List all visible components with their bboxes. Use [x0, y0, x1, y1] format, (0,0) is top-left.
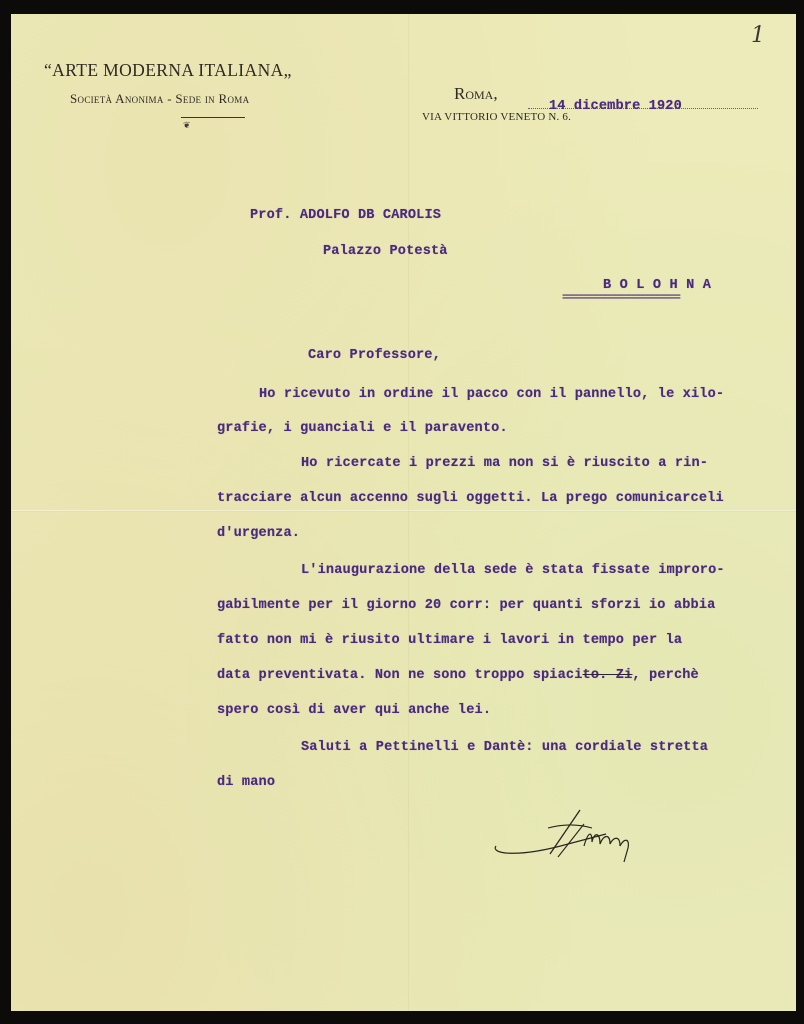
body-line-8: fatto non mi è riusito ultimare i lavori in tempo per la	[217, 633, 683, 648]
handwritten-signature	[488, 802, 658, 872]
body-line-3: Ho ricercate i prezzi ma non si è riuscito a rin-	[301, 456, 709, 471]
body-line-9-end: , perchè	[632, 668, 699, 683]
vertical-crease	[408, 14, 409, 1011]
letterhead-address: VIA VITTORIO VENETO N. 6.	[422, 111, 572, 123]
fleuron-ornament-icon: ❦	[183, 121, 191, 131]
body-line-10: spero così di aver qui anche lei.	[217, 703, 492, 718]
letterhead-subtitle: Società Anonima - Sede in Roma	[70, 91, 250, 106]
recipient-city: B O L O H N A	[603, 278, 711, 293]
salutation: Caro Professore,	[308, 348, 441, 363]
recipient-name: Prof. ADOLFO DB CAROLIS	[250, 208, 442, 223]
body-line-9	[217, 668, 699, 683]
letter-sheet	[11, 14, 796, 1011]
closing-line: Saluti a Pettinelli e Dantè: una cordiale stretta	[301, 740, 709, 755]
fold-line	[11, 510, 796, 512]
body-line-7: gabilmente per il giorno 20 corr: per quanti sforzi io abbia	[217, 598, 716, 613]
body-line-5: d'urgenza.	[217, 526, 301, 541]
recipient-place: Palazzo Potestà	[323, 244, 448, 259]
archive-page-number: 1	[751, 23, 765, 48]
letterhead-rule	[181, 117, 245, 118]
body-line-2: grafie, i guanciali e il paravento.	[217, 421, 508, 436]
body-line-1: Ho ricevuto in ordine il pacco con il pannello, le xilo-	[259, 387, 725, 402]
closing-line-2: di mano	[217, 775, 276, 790]
letterhead-title: “ARTE MODERNA ITALIANA„	[44, 60, 292, 80]
struck-correction: to. Zi	[582, 668, 633, 683]
recipient-city-underline: =========================	[562, 293, 680, 304]
letter-date: 14 dicembre 1920	[549, 99, 682, 114]
body-line-9-text: data preventivata. Non ne sono troppo spiaci	[217, 668, 583, 683]
letterhead-city: Roma,	[454, 84, 498, 103]
body-line-4: tracciare alcun accenno sugli oggetti. La prego comunicarceli	[217, 491, 724, 506]
body-line-6: L'inaugurazione della sede è stata fissate improro-	[301, 563, 725, 578]
